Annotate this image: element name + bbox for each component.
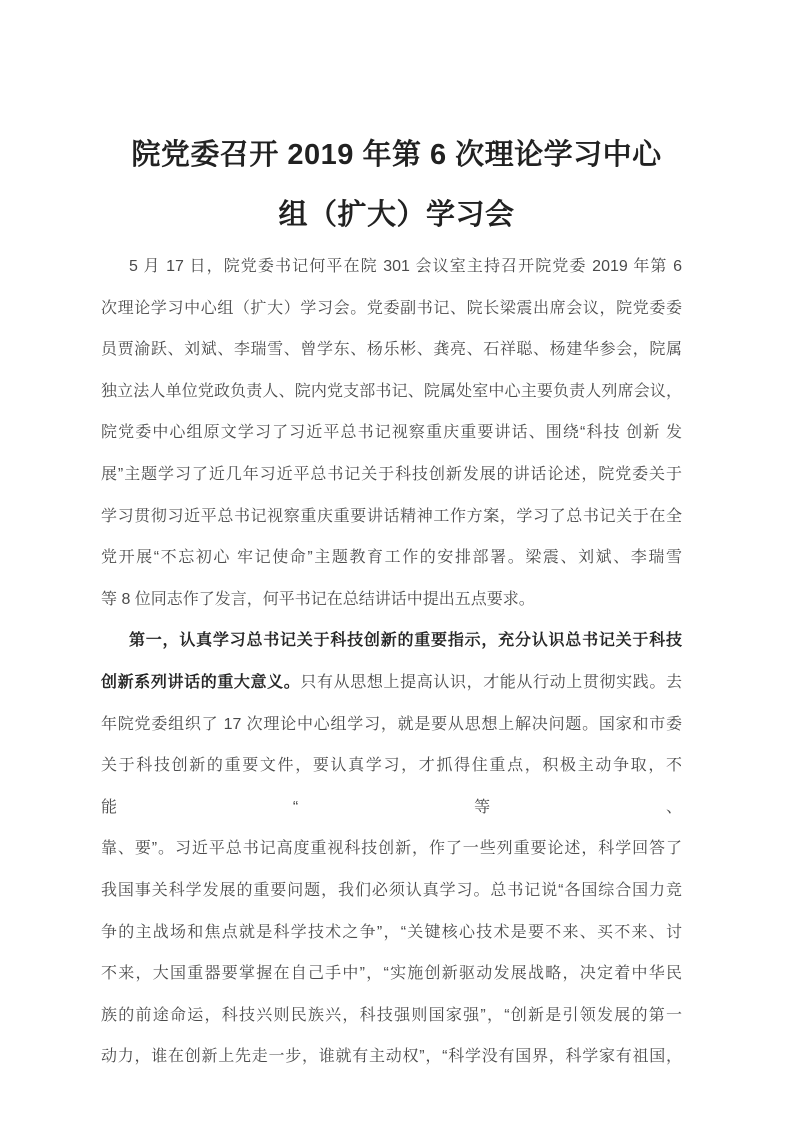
document-title: [0, 125, 793, 245]
text-line: 族的前途命运，科技兴则民族兴，科技强则国家强”，“创新是引领发展的第一: [101, 1006, 682, 1024]
text-line: 等 8 位同志作了发言，何平书记在总结讲话中提出五点要求。: [101, 590, 535, 608]
text-line: [101, 620, 682, 662]
document-body: [101, 246, 682, 1078]
text-line: 5 月 17 日，院党委书记何平在院 301 会议室主持召开院党委 2019 年第 6: [129, 258, 682, 275]
bold-text-run: 第一，认真学习总书记关于科技创新的重要指示，充分认识总书记关于科技: [129, 632, 682, 650]
title-line-2: 组（扩大）学习会: [278, 199, 515, 231]
text-line: 党开展“不忘初心 牢记使命”主题教育工作的安排部署。梁震、刘斌、李瑞雪: [101, 549, 682, 567]
text-line: 展”主题学习了近几年习近平总书记关于科技创新发展的讲话论述，院党委关于: [101, 465, 682, 483]
text-line: 我国事关科学发展的重要问题，我们必须认真学习。总书记说“各国综合国力竞: [101, 881, 682, 899]
text-line: 靠、要”。习近平总书记高度重视科技创新，作了一些列重要论述，科学回答了: [101, 840, 682, 858]
text-line: 独立法人单位党政负责人、院内党支部书记、院属处室中心主要负责人列席会议，: [101, 382, 682, 400]
text-line: 动力，谁在创新上先走一步，谁就有主动权”，“科学没有国界，科学家有祖国，: [101, 1048, 682, 1066]
text-line: 次理论学习中心组（扩大）学习会。党委副书记、院长梁震出席会议，院党委委: [101, 299, 682, 317]
bold-text-run: 创新系列讲话的重大意义。: [101, 673, 301, 691]
text-line: 创新系列讲话的重大意义。只有从思想上提高认识，才能从行动上贯彻实践。去: [101, 673, 682, 691]
text-line: 不来，大国重器要掌握在自己手中”，“实施创新驱动发展战略，决定着中华民: [101, 965, 682, 983]
title-line-1: 院党委召开 2019 年第 6 次理论学习中心: [131, 139, 662, 171]
text-line: 关于科技创新的重要文件，要认真学习，才抓得住重点，积极主动争取，不能“等、: [101, 757, 682, 816]
text-line: 学习贯彻习近平总书记视察重庆重要讲话精神工作方案，学习了总书记关于在全: [101, 507, 682, 525]
text-line: 员贾渝跃、刘斌、李瑞雪、曾学东、杨乐彬、龚亮、石祥聪、杨建华参会，院属: [101, 341, 682, 359]
text-line: 争的主战场和焦点就是科学技术之争”，“关键核心技术是要不来、买不来、讨: [101, 923, 682, 941]
paragraph-2: [101, 620, 682, 1078]
paragraph-1: [101, 246, 682, 620]
text-line: 院党委中心组原文学习了习近平总书记视察重庆重要讲话、围绕“科技 创新 发: [101, 424, 682, 442]
text-line: 年院党委组织了 17 次理论中心组学习，就是要从思想上解决问题。国家和市委: [101, 715, 682, 733]
